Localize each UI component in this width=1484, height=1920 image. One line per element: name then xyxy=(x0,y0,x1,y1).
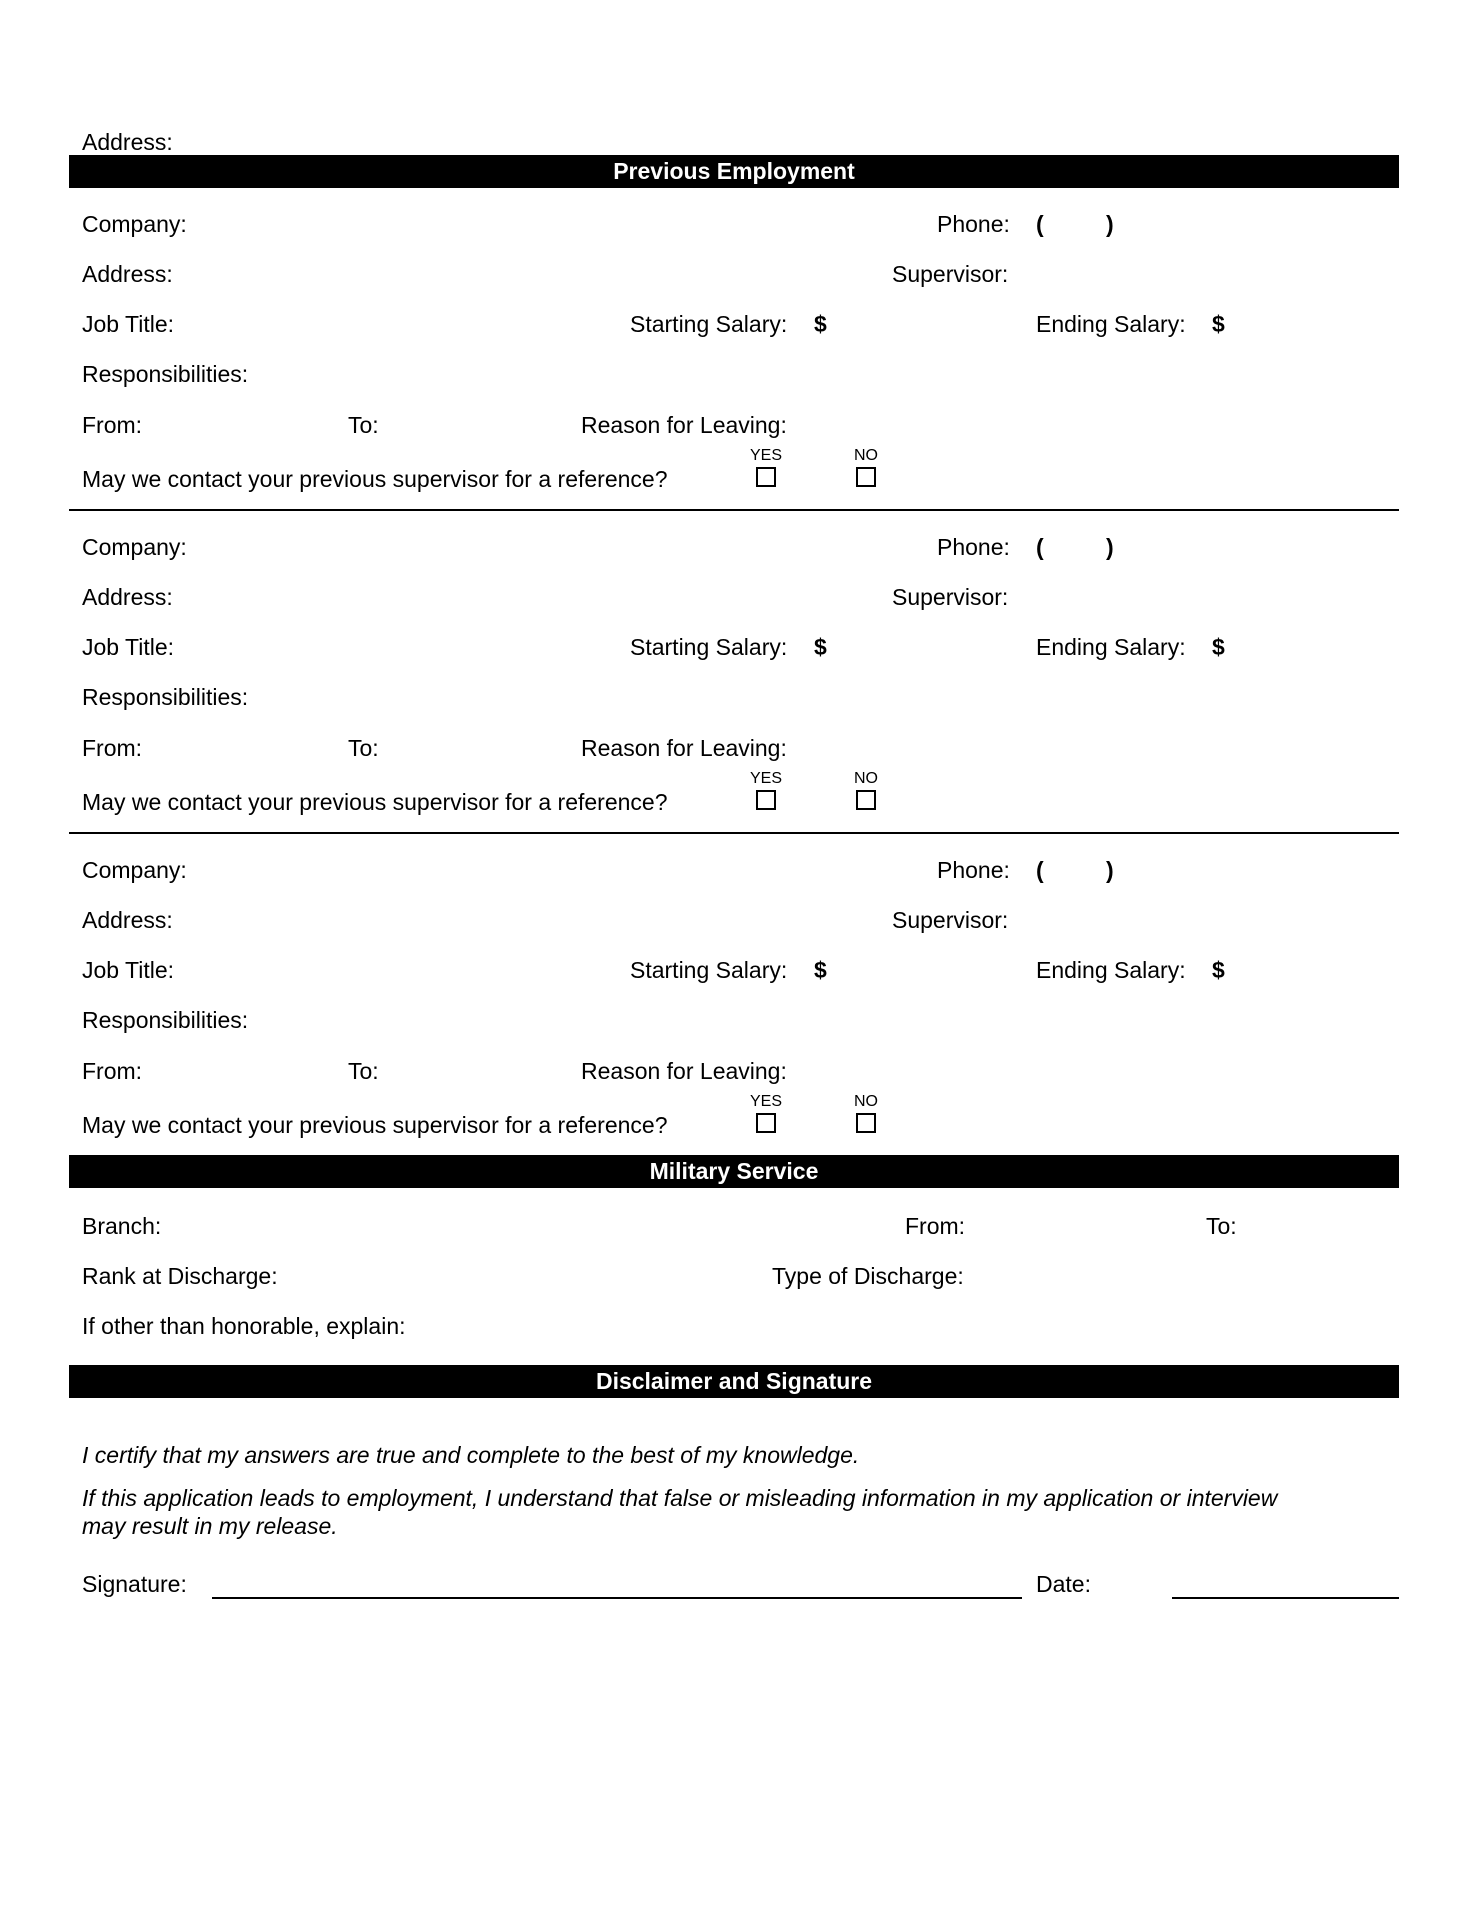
yes-label: YES xyxy=(750,447,783,464)
section-title: Previous Employment xyxy=(613,158,855,184)
to-label: To: xyxy=(348,735,379,761)
contact-no-checkbox[interactable] xyxy=(856,467,876,487)
phone-area-close: ) xyxy=(1106,534,1114,560)
signature-label: Signature: xyxy=(82,1571,187,1597)
no-label: NO xyxy=(854,1093,878,1110)
phone-area-close: ) xyxy=(1106,857,1114,883)
starting-salary-label: Starting Salary: xyxy=(630,957,788,983)
responsibilities-label: Responsibilities: xyxy=(82,684,249,710)
section-header-previous-employment xyxy=(69,155,1399,188)
contact-yes-checkbox[interactable] xyxy=(756,467,776,487)
ending-salary-currency: $ xyxy=(1212,634,1225,660)
contact-yes-checkbox[interactable] xyxy=(756,1113,776,1133)
certify-statement: I certify that my answers are true and complete to the best of my knowledge. xyxy=(82,1442,860,1468)
release-statement-line1: If this application leads to employment, I understand that false or misleading information in my application or interview xyxy=(82,1485,1278,1511)
phone-area-open: ( xyxy=(1036,857,1044,883)
starting-salary-currency: $ xyxy=(814,311,827,337)
contact-no-checkbox[interactable] xyxy=(856,790,876,810)
to-label: To: xyxy=(348,412,379,438)
address-label: Address: xyxy=(82,261,173,287)
supervisor-label: Supervisor: xyxy=(892,584,1009,610)
contact-no-checkbox[interactable] xyxy=(856,1113,876,1133)
explain-label: If other than honorable, explain: xyxy=(82,1313,406,1339)
address-label: Address: xyxy=(82,584,173,610)
phone-area-close: ) xyxy=(1106,211,1114,237)
company-label: Company: xyxy=(82,857,187,883)
employer-divider xyxy=(69,832,1399,834)
contact-reference-question: May we contact your previous supervisor for a reference? xyxy=(82,466,668,492)
reason-for-leaving-label: Reason for Leaving: xyxy=(581,412,787,438)
from-label: From: xyxy=(82,735,143,761)
contact-reference-question: May we contact your previous supervisor for a reference? xyxy=(82,1112,668,1138)
job-title-label: Job Title: xyxy=(82,957,175,983)
section-title: Military Service xyxy=(649,1158,819,1184)
supervisor-label: Supervisor: xyxy=(892,261,1009,287)
ending-salary-currency: $ xyxy=(1212,311,1225,337)
supervisor-label: Supervisor: xyxy=(892,907,1009,933)
responsibilities-label: Responsibilities: xyxy=(82,361,249,387)
ending-salary-currency: $ xyxy=(1212,957,1225,983)
from-label: From: xyxy=(82,1058,143,1084)
yes-label: YES xyxy=(750,770,783,787)
no-label: NO xyxy=(854,447,878,464)
starting-salary-label: Starting Salary: xyxy=(630,311,788,337)
phone-area-open: ( xyxy=(1036,211,1044,237)
employer-divider xyxy=(69,509,1399,511)
reason-for-leaving-label: Reason for Leaving: xyxy=(581,1058,787,1084)
job-title-label: Job Title: xyxy=(82,311,175,337)
to-label: To: xyxy=(348,1058,379,1084)
phone-label: Phone: xyxy=(937,211,1010,237)
date-label: Date: xyxy=(1036,1571,1091,1597)
starting-salary-label: Starting Salary: xyxy=(630,634,788,660)
section-header-military-service xyxy=(69,1155,1399,1188)
signature-line[interactable] xyxy=(212,1597,1022,1599)
address-label: Address: xyxy=(82,129,173,155)
reason-for-leaving-label: Reason for Leaving: xyxy=(581,735,787,761)
release-statement-line2: may result in my release. xyxy=(82,1513,338,1539)
rank-at-discharge-label: Rank at Discharge: xyxy=(82,1263,278,1289)
type-of-discharge-label: Type of Discharge: xyxy=(772,1263,964,1289)
phone-label: Phone: xyxy=(937,534,1010,560)
ending-salary-label: Ending Salary: xyxy=(1036,311,1186,337)
from-label: From: xyxy=(82,412,143,438)
military-from-label: From: xyxy=(905,1213,966,1239)
phone-area-open: ( xyxy=(1036,534,1044,560)
phone-label: Phone: xyxy=(937,857,1010,883)
military-to-label: To: xyxy=(1206,1213,1237,1239)
contact-yes-checkbox[interactable] xyxy=(756,790,776,810)
starting-salary-currency: $ xyxy=(814,634,827,660)
ending-salary-label: Ending Salary: xyxy=(1036,957,1186,983)
contact-reference-question: May we contact your previous supervisor for a reference? xyxy=(82,789,668,815)
ending-salary-label: Ending Salary: xyxy=(1036,634,1186,660)
company-label: Company: xyxy=(82,211,187,237)
address-label: Address: xyxy=(82,907,173,933)
section-title: Disclaimer and Signature xyxy=(595,1368,873,1394)
job-title-label: Job Title: xyxy=(82,634,175,660)
section-header-disclaimer xyxy=(69,1365,1399,1398)
branch-label: Branch: xyxy=(82,1213,162,1239)
yes-label: YES xyxy=(750,1093,783,1110)
responsibilities-label: Responsibilities: xyxy=(82,1007,249,1033)
starting-salary-currency: $ xyxy=(814,957,827,983)
no-label: NO xyxy=(854,770,878,787)
date-line[interactable] xyxy=(1172,1597,1399,1599)
company-label: Company: xyxy=(82,534,187,560)
